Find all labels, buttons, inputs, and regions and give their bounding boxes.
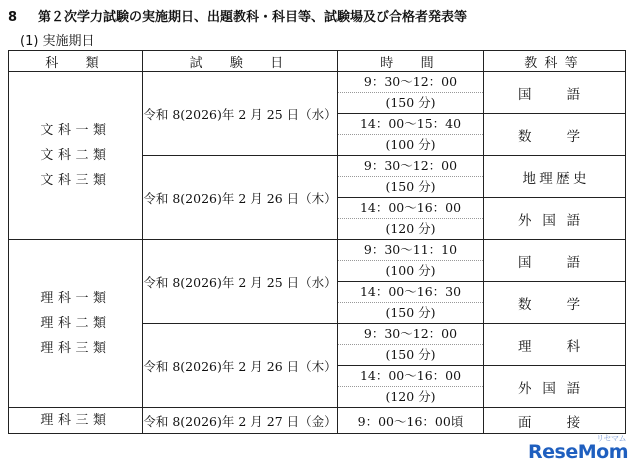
time-cell [338, 198, 484, 240]
subsection-title: (1) 実施期日 [20, 34, 95, 49]
time-range: 14：00〜16：30 [359, 284, 462, 299]
logo-subtext: リセマム [596, 434, 626, 443]
category-cell-sciences [9, 240, 143, 408]
subject-cell: 数 学 [484, 282, 626, 324]
subject-cell: 地理歴史 [484, 156, 626, 198]
category-label: 理科三類 [40, 341, 111, 356]
category-label: 理科一類 [40, 291, 111, 306]
time-cell [338, 156, 484, 198]
time-range: 9：30〜12：00 [363, 326, 458, 341]
time-range: 9：30〜11：10 [363, 242, 458, 257]
time-range: 14：00〜16：00 [359, 368, 462, 383]
exam-schedule-table [8, 50, 626, 434]
header-category: 科 類 [9, 51, 143, 72]
exam-date-cell: 令和 8(2026)年 2 月 26 日（木） [143, 324, 338, 408]
category-cell [9, 408, 143, 434]
time-range: 9：30〜12：00 [363, 74, 458, 89]
section-heading [8, 6, 467, 25]
category-cell-humanities [9, 72, 143, 240]
time-cell [338, 114, 484, 156]
time-cell [338, 72, 484, 114]
time-duration: (150 分) [338, 302, 483, 323]
header-subject: 教科等 [484, 51, 626, 72]
section-title: 第２次学力試験の実施期日、出題教科・科目等、試験場及び合格者発表等 [38, 10, 468, 25]
time-duration: (150 分) [338, 176, 483, 197]
time-duration: (120 分) [338, 386, 483, 407]
category-label: 文科一類 [40, 123, 111, 138]
time-range: 14：00〜15：40 [359, 116, 462, 131]
exam-date-cell: 令和 8(2026)年 2 月 25 日（水） [143, 240, 338, 324]
time-duration: (150 分) [338, 344, 483, 365]
table-row [9, 72, 626, 114]
subject-cell: 国 語 [484, 72, 626, 114]
time-range: 9：30〜12：00 [363, 158, 458, 173]
time-cell [338, 324, 484, 366]
table-row-interview [9, 408, 626, 434]
time-cell: 9：00〜16：00頃 [338, 408, 484, 434]
time-duration: (150 分) [338, 92, 483, 113]
category-label: 文科二類 [40, 148, 111, 163]
category-label: 文科三類 [40, 173, 111, 188]
resemom-logo [528, 434, 628, 463]
category-label: 理科二類 [40, 316, 111, 331]
time-cell [338, 366, 484, 408]
exam-date-cell: 令和 8(2026)年 2 月 25 日（水） [143, 72, 338, 156]
subject-cell: 数 学 [484, 114, 626, 156]
exam-date-cell: 令和 8(2026)年 2 月 26 日（木） [143, 156, 338, 240]
header-row [9, 51, 626, 72]
header-time: 時 間 [338, 51, 484, 72]
table-row [9, 240, 626, 282]
subject-cell: 外国語 [484, 198, 626, 240]
section-number: 8 [8, 10, 18, 25]
time-cell [338, 282, 484, 324]
time-cell [338, 240, 484, 282]
subject-cell: 理 科 [484, 324, 626, 366]
subject-cell: 国 語 [484, 240, 626, 282]
exam-date-cell: 令和 8(2026)年 2 月 27 日（金） [143, 408, 338, 434]
subject-cell: 面 接 [484, 408, 626, 434]
category-label: 理科三類 [40, 413, 111, 428]
time-range: 14：00〜16：00 [359, 200, 462, 215]
subject-cell: 外国語 [484, 366, 626, 408]
header-date: 試 験 日 [143, 51, 338, 72]
time-duration: (100 分) [338, 134, 483, 155]
time-duration: (100 分) [338, 260, 483, 281]
logo-text: ReseMom [528, 441, 628, 463]
time-duration: (120 分) [338, 218, 483, 239]
